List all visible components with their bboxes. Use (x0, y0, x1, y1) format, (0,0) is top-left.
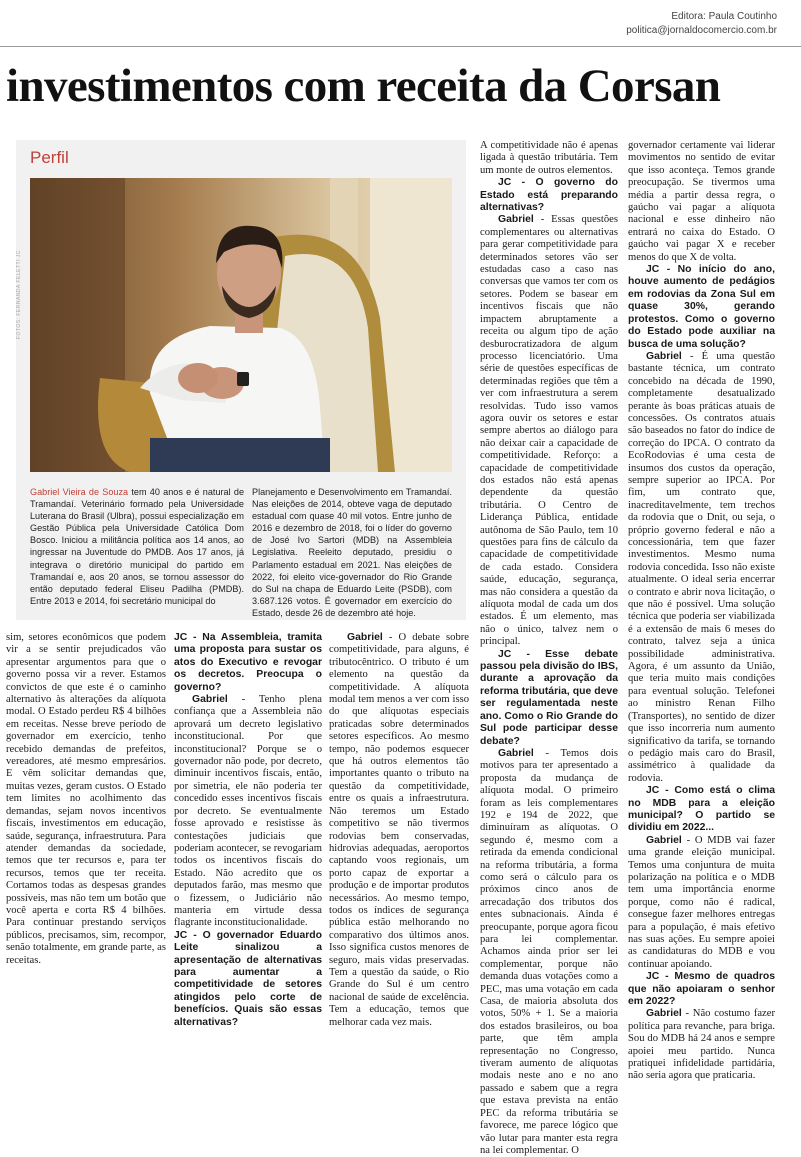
answer-speaker: Gabriel (498, 747, 534, 759)
editor-info (626, 10, 777, 38)
question-ibs: JC - Esse debate passou pela divisão do IBS, durante a aprovação da reforma tributária, que deve ser regulamentada neste ano. Como o Rio Grande do Sul pode participar desse debate? (480, 648, 618, 747)
editor-email: politica@jornaldocomercio.com.br (626, 25, 777, 36)
profile-name: Gabriel Vieira de Souza (30, 487, 129, 497)
answer-ibs-continued: governador certamente vai liderar movimentos no sentido de evitar que isso aconteça. Temos grande preocupação. Se tivermos uma média a partir dessa regra, o gaúcho vai pagar a alíquota nacional e esse dinheiro não entrará no caixa do Estado. O gaúcho vai pagar X e receber menos do que X de volta. (628, 140, 775, 263)
answer-speaker: Gabriel (646, 834, 682, 846)
column-3 (329, 632, 469, 1029)
photo-credit: FOTOS: FERNANDA FELETTI JC (16, 250, 22, 340)
answer-assembleia: - Tenho plena confiança que a Assembleia não aprovará um decreto legislativo inconstitucional. Por que inconstitucional? Porque se o governador não pode, por decreto, diminuir incentivos fiscais, então, por simetria, ele não poderia ter concedido esses incentivos fiscais por decreto. Se eventualmente fosse aprovado e resistisse às contestações judiciais que poderiam acontecer, se revogariam todos os incentivos fiscais do Estado. Não acredito que os deputados farão, mas mesmo que o fizessem, o Judiciário não manteria em virtude dessa flagrante inconstitucionalidade. (174, 694, 322, 929)
column-1-text: sim, setores econômicos que podem vir a se sentir prejudicados vão apresentar argumentos para que o governo possa vir a rever. Estamos convictos de que este é o caminho alternativo às alterações da alíquota modal. O Estado perdeu R$ 4 bilhões em receitas. Nesse breve período de governador em exercício, tenho recebido demandas de prefeitos, vereadores, até mesmo empresários. E vêm solicitar demandas que, muitas vezes, geram custos. O Estado tem limites no acolhimento das demandas, sejam novos incentivos fiscais, investimentos em educação, saúde, segurança, infraestrutura. Para atender demandas da sociedade, temos que ter recursos e, para ter recursos, temos que ter receita. Cortamos todas as despesas grandes possíveis, mas não tem um botão que você aperta e corta R$ 4 bilhões. Para continuar prestando serviços públicos, precisamos, sim, recompor, senão totalmente, em grande parte, as receitas. (6, 632, 166, 966)
column-5 (628, 140, 775, 1083)
portrait-illustration (30, 178, 452, 472)
column-4 (480, 140, 618, 1157)
top-divider (0, 46, 801, 47)
question-assembleia: JC - Na Assembleia, tramita uma proposta para sustar os atos do Executivo e revogar os decretos. Preocupa o governo? (174, 632, 322, 693)
profile-bio-left (30, 486, 244, 607)
column-1 (6, 632, 166, 967)
answer-quadros: - Não costumo fazer política para revanche, para briga. Sou do MDB há 24 anos e sempre apoiei meu partido. Nunca pratiquei infidelidade partidária, não seria agora que praticaria. (628, 1008, 775, 1082)
editor-name: Editora: Paula Coutinho (671, 11, 777, 22)
answer-ibs: - Temos dois motivos para ter apresentado a proposta da mudança de alíquota modal. O primeiro foram as leis complementares 192 e 194 de 2022, que diminuíram as alíquotas. O segundo é, mesmo com a retirada da emenda condicional na reforma tributária, a forma como será o cálculo para os próximos cinco anos de arrecadação dos tributos dos entes subnacionais. Ainda é preocupante, porque agora ficou para lei complementar. Achamos ainda prior ser lei complementar, porque não demanda duas votações como a PEC, mas uma votação em cada Casa, de maioria absoluta dos votos, 50% + 1. Se a maioria dos estados brasileiros, ou boa parte, que têm ampla representação no Congresso, tiveram aumento de alíquotas modais neste ano e no ano passado e sabem que a regra que estava prevista na então PEC da reforma tributária se favorece, me parece lógico que vão lutar para manter esta regra na lei complementar. O (480, 747, 618, 1156)
question-preparando: JC - O governo do Estado está preparando alternativas? (480, 177, 618, 214)
profile-title: Perfil (30, 148, 69, 167)
profile-bio-left-text: tem 40 anos e é natural de Tramandaí. Veterinário formado pela Universidade Luterana do Brasil (Ulbra), possui especialização em Gestão Pública pela Universidade Católica Dom Bosco. Iniciou a militância política aos 14 anos, ao ingressar na Juventude do PMDB. Aos 17 anos, já integrava o diretório municipal do partido em Tramandaí e, aos 20 anos, se tornou assessor do então deputado federal Eliseu Padilha (PMDB). Entre 2013 e 2014, foi secretário municipal do (30, 487, 244, 606)
answer-speaker: Gabriel (646, 350, 682, 362)
answer-pedagios: - É uma questão bastante técnica, um contrato concebido na década de 1990, completamente desatualizado perante às boas práticas atuais de concessões. Os contratos atuais são baseados no fator do índice de correção do IPCA. O contrato da EcoRodovias é uma cesta de insumos dos custos da operação, sempre superior ao IPCA. Por fim, um contrato que, inacreditavelmente, tem trechos da rodovia que o Dnit, ou seja, o próprio governo federal e não a concessionária, tem que fazer investimentos. Mesmo numa rodovia concedida. Isso não existe atualmente. O ideal seria encerrar o contrato e abrir nova licitação, o que não é possível. Uma solução técnica que poderia ser viabilizada é a extensão de mais 6 meses do contrato, talvez seja a única possibilidade administrativa. Agora, é um assunto da União, que teria muito mais condições para eventual solução. Telefonei ao ministro Renan Filho (Transportes), no sentido de dizer que isso incorreria num aumento significativo da tarifa, se tornando o pedágio mais caro do Brasil, assimétrico à qualidade da rodovia. (628, 350, 775, 784)
profile-bio-right: Planejamento e Desenvolvimento em Tramandaí. Nas eleições de 2014, obteve vaga de deputado estadual com quase 40 mil votos. Entre junho de 2016 e dezembro de 2018, foi o líder do governo de José Ivo Sartori (MDB) na Assembleia Legislativa. Reeleito deputado, presidiu o Parlamento estadual em 2021. Nas eleições de 2022, foi eleito vice-governador do Rio Grande do Sul na chapa de Eduardo Leite (PSDB), com 3.687.126 votos. É governador em exercício do Estado, desde 26 de dezembro até hoje. (252, 487, 452, 618)
profile-box (16, 140, 466, 620)
question-pedagios: JC - No início do ano, houve aumento de pedágios em rodovias da Zona Sul em quase 30%, gerando protestos. Como o governo do Estado pode auxiliar na busca de uma solução? (628, 264, 775, 350)
question-alternativas: JC - O governador Eduardo Leite sinalizou a apresentação de alternativas para aumentar a competitividade de setores atingidos pelo corte de benefícios. Quais são essas alternativas? (174, 929, 322, 1028)
answer-speaker: Gabriel (646, 1008, 682, 1020)
answer-preparando: - Essas questões complementares ou alternativas para gerar competitividade para determinados setores vão ser estudadas caso a caso nas conversas que vamos ter com os setores. Podem se basear em incentivos fiscais que não impactem abruptamente a receita ou algum tipo de ação desburocratizadora de algum processo licenciatório. Uma série de questões específicas de determinadas regiões que têm a ver com infraestrutura a serem resolvidas. Tudo isso vamos agora ouvir os setores e estar sempre abertos ao diálogo para não deixar cair a capacidade de competitividade. Reforço: a capacidade de competitividade dos estados não está apenas dependente da questão tributária. O Centro de Liderança Pública, entidade autônoma de São Paulo, tem 10 questões para fins de cálculo da capacidade de competitividade de cada estado. Considera saúde, educação, segurança, mas não considera a questão da alíquota modal de cada um dos estados. É um elemento, mas não o único, talvez nem o principal. (480, 214, 618, 648)
answer-speaker: Gabriel (498, 214, 534, 226)
column-2 (174, 632, 322, 1029)
column-4-intro: A competitividade não é apenas ligada à questão tributária. Tem um monte de outros elementos. (480, 140, 618, 176)
headline: investimentos com receita da Corsan (6, 60, 721, 112)
answer-competitividade: - O debate sobre competitividade, para alguns, é tributocêntrico. O tributo é um elemento na questão da competitividade. A alíquota modal tem menos a ver com isso do que alíquotas especiais praticadas sobre determinados setores específicos. Ao mesmo tempo, não podemos esquecer que há outros elementos tão importantes quanto o tributo na questão da competitividade, entre os quais a infraestrutura. Não teremos um Estado competitivo se não tivermos rodovias bem conservadas, hidrovias adequadas, aeroportos captando voos regionais, um porto capaz de exportar a produção e de importar produtos necessários. Ao mesmo tempo, todos os índices de segurança pública estão melhorando no comparativo dos últimos anos. Isso significa custos menores de seguro, mais vidas preservadas. Tem a questão da saúde, o Rio Grande do Sul é um centro nacional de saúde de excelência. Tem a educação, temos que melhorar cada vez mais. (329, 632, 469, 1028)
question-quadros: JC - Mesmo de quadros que não apoiaram o senhor em 2022? (628, 971, 775, 1008)
answer-speaker: Gabriel (347, 632, 383, 643)
profile-photo (30, 178, 452, 472)
answer-mdb: - O MDB vai fazer uma grande eleição municipal. Temos uma conjuntura de muita polarização na política e o MDB tem uma importância enorme porque, como não é radical, consegue fazer melhores entregas para a população, é mais efetivo nas suas ações. Eu sempre apoiei as candidaturas do MDB e vou continuar apoiando. (628, 834, 775, 970)
answer-speaker: Gabriel (192, 694, 228, 706)
question-mdb: JC - Como está o clima no MDB para a eleição municipal? O partido se dividiu em 2022... (628, 785, 775, 834)
